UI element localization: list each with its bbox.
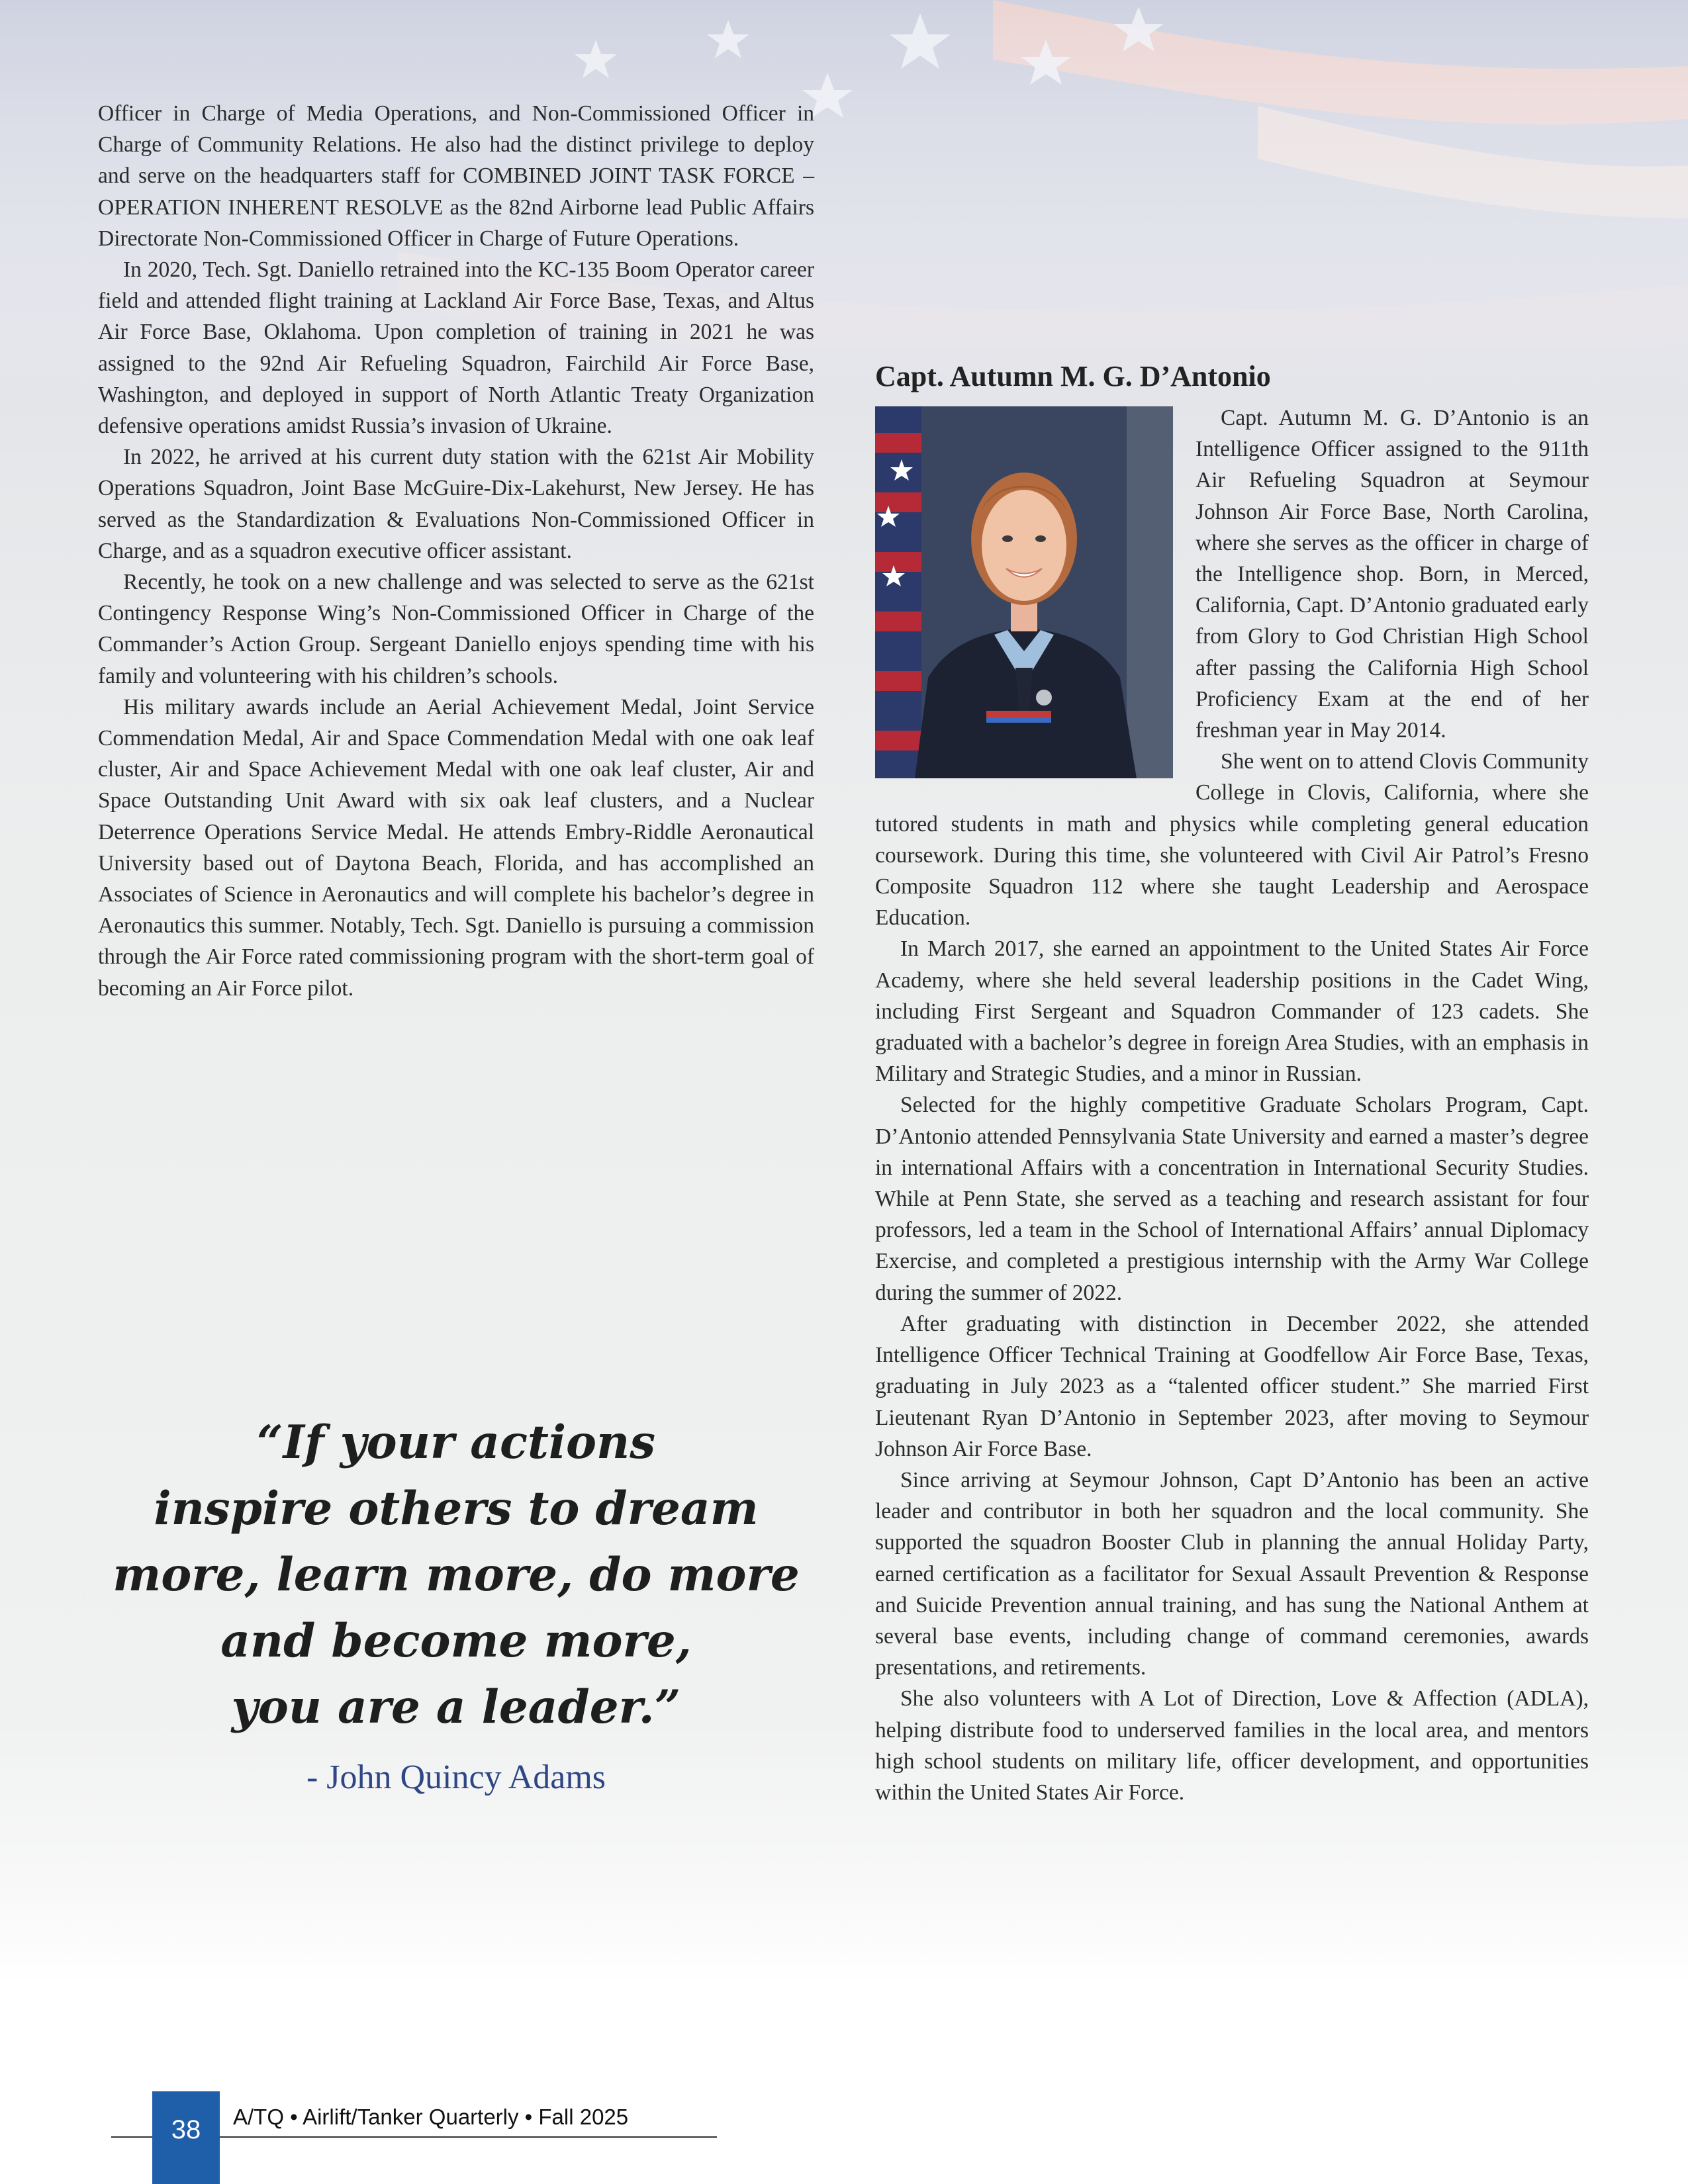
bio-title: Capt. Autumn M. G. D’Antonio [875, 360, 1271, 392]
bio-paragraph-4: Selected for the highly competitive Graduate Scholars Program, Capt. D’Antonio attended Pennsylvania State University and earned a master’s degree in international Affairs with a concentration in International Security Studies. While at Penn State, she served as a teaching and research assistant for four professors, led a team in the School of International Affairs’ annual Diplomacy Exercise, and completed a prestigious internship with the Army War College during the summer of 2022. [875, 1093, 1589, 1305]
quote-line-4: and become more, [220, 1614, 692, 1668]
page-number-box [152, 2091, 220, 2184]
bio-paragraph-1: Capt. Autumn M. G. D’Antonio is an Intelligence Officer assigned to the 911th Air Refueling Squadron at Seymour Johnson Air Force Base, North Carolina, where she serves as the officer in charge of the Intelligence shop. Born, in Merced, California, Capt. D’Antonio graduated early from Glory to God Christian High School after passing the California High School Proficiency Exam at the end of her freshman year in May 2014. [1196, 406, 1589, 743]
bio-paragraph-7: She also volunteers with A Lot of Direction, Love & Affection (ADLA), helping distribute food to underserved families in the local area, and mentors high school students on military life, officer development, and opportunities within the United States Air Force. [875, 1686, 1589, 1805]
bio-paragraph-2: She went on to attend Clovis Community College in Clovis, California, where she tutored students in math and physics while completing general education coursework. During this time, she volunteered with Civil Air Patrol’s Fresno Composite Squadron 112 where she taught Leadership and Aerospace Education. [875, 749, 1589, 931]
quote-line-2: inspire others to dream [154, 1482, 759, 1535]
left-paragraph-5: His military awards include an Aerial Achievement Medal, Joint Service Commendation Medal, Air and Space Commendation Medal with one oak leaf cluster, Air and Space Achievement Medal with one oak leaf cluster, Air and Space Outstanding Unit Award with six oak leaf clusters, and a Nuclear Deterrence Operations Service Medal. He attends Embry-Riddle Aeronautical University based out of Daytona Beach, Florida, and has accomplished an Associates of Science in Aeronautics and will complete his bachelor’s degree in Aeronautics this summer. Notably, Tech. Sgt. Daniello is pursuing a commission through the Air Force rated commissioning program with the short-term goal of becoming an Air Force pilot. [98, 694, 814, 1001]
bio-paragraph-3: In March 2017, she earned an appointment to the United States Air Force Academy, where she held several leadership positions in the Cadet Wing, including First Sergeant and Squadron Commander of 123 cadets. She graduated with a bachelor’s degree in foreign Area Studies, with an emphasis in Military and Strategic Studies, and a minor in Russian. [875, 936, 1589, 1087]
publication-footer: A/TQ • Airlift/Tanker Quarterly • Fall 2025 [233, 2105, 629, 2129]
left-paragraph-1: Officer in Charge of Media Operations, and Non-Commissioned Officer in Charge of Community Relations. He also had the distinct privilege to deploy and serve on the headquarters staff for COMBINED JOINT TASK FORCE – OPERATION INHERENT RESOLVE as the 82nd Airborne lead Public Affairs Directorate Non-Commissioned Officer in Charge of Future Operations. [98, 101, 814, 251]
quote-line-5: you are a leader.” [231, 1680, 681, 1734]
page-number: 38 [171, 2115, 201, 2144]
left-paragraph-2: In 2020, Tech. Sgt. Daniello retrained into the KC-135 Boom Operator career field and attended flight training at Lackland Air Force Base, Texas, and Altus Air Force Base, Oklahoma. Upon completion of training in 2021 he was assigned to the 92nd Air Refueling Squadron, Fairchild Air Force Base, Washington, and deployed in support of North Atlantic Treaty Organization defensive operations amidst Russia’s invasion of Ukraine. [98, 257, 814, 439]
bio-column [875, 357, 1589, 1808]
pull-quote [98, 1410, 814, 1741]
left-paragraph-3: In 2022, he arrived at his current duty station with the 621st Air Mobility Operations Squadron, Joint Base McGuire-Dix-Lakehurst, New Jersey. He has served as the Standardization & Evaluations Non-Commissioned Officer in Charge, and as a squadron executive officer assistant. [98, 445, 814, 563]
portrait-photo [875, 406, 1173, 778]
quote-line-1: “If your actions [256, 1416, 656, 1469]
bio-paragraph-6: Since arriving at Seymour Johnson, Capt D’Antonio has been an active leader and contributor in both her squadron and the local community. She supported the squadron Booster Club in planning the annual Holiday Party, earned certification as a facilitator for Sexual Assault Prevention & Response and Suicide Prevention annual training, and has sung the National Anthem at several base events, including change of command ceremonies, awards presentations, and retirements. [875, 1467, 1589, 1680]
left-column [98, 98, 814, 1004]
left-paragraph-4: Recently, he took on a new challenge and was selected to serve as the 621st Contingency Response Wing’s Non-Commissioned Officer in Charge of the Commander’s Action Group. Sergeant Daniello enjoys spending time with his family and volunteering with his children’s schools. [98, 570, 814, 688]
quote-attribution: - John Quincy Adams [306, 1758, 606, 1796]
quote-line-3: more, learn more, do more [113, 1548, 800, 1602]
bio-paragraph-5: After graduating with distinction in December 2022, she attended Intelligence Officer Technical Training at Goodfellow Air Force Base, Texas, graduating in July 2023 as a “talented officer student.” She married First Lieutenant Ryan D’Antonio in September 2023, after moving to Seymour Johnson Air Force Base. [875, 1311, 1589, 1461]
